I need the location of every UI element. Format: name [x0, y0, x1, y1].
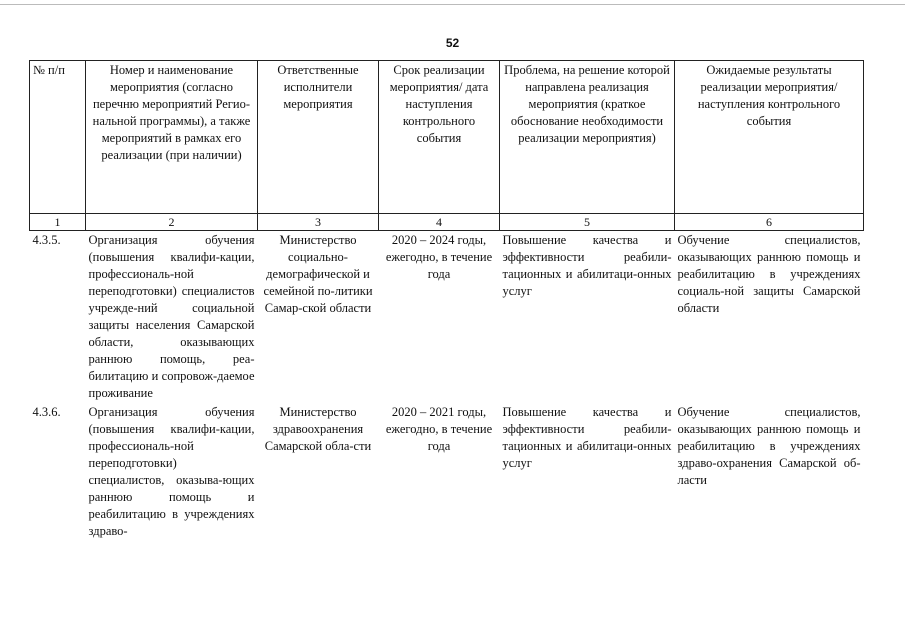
measure-name: Организация обучения (повышения квалифи-кации, профессиональ-ной переподготовки) специалистов учрежде-ний социальной защиты населения Самарской области, оказывающих раннюю помощь, реа-билитацию и сопровож-даемое проживание — [88, 233, 255, 400]
executor: Министерство здравоохранения Самарской обла-сти — [264, 405, 372, 453]
column-number: 5 — [500, 214, 675, 231]
measures-table — [29, 60, 864, 541]
page-top-border — [0, 4, 905, 5]
table-row — [30, 231, 864, 404]
column-number-row — [30, 214, 864, 231]
table-row — [30, 403, 864, 541]
header-period: Срок реализации мероприятия/ дата наступления контрольного события — [379, 61, 500, 214]
expected-result: Обучение специалистов, оказывающих раннюю помощь и реабилитацию в учреждениях здраво-охранения Самарской об-ласти — [677, 405, 861, 487]
row-number: 4.3.6. — [32, 405, 61, 419]
column-number: 1 — [30, 214, 86, 231]
page-number: 52 — [445, 36, 460, 50]
header-expected-results: Ожидаемые результаты реализации мероприятия/ наступления контрольного события — [675, 61, 864, 214]
column-number: 2 — [86, 214, 258, 231]
table-header-row — [30, 61, 864, 214]
measure-name: Организация обучения (повышения квалифи-кации, профессиональ-ной переподготовки) специалистов, оказыва-ющих раннюю помощь и реабилитацию в учреждениях здраво- — [88, 405, 255, 538]
expected-result: Обучение специалистов, оказывающих раннюю помощь и реабилитацию в учреждениях социаль-ной защиты Самарской области — [677, 233, 861, 315]
header-problem: Проблема, на решение которой направлена реализация мероприятия (краткое обоснование необходимости реализации мероприятия) — [500, 61, 675, 214]
column-number: 3 — [258, 214, 379, 231]
problem: Повышение качества и эффективности реабили-тационных и абилитаци-онных услуг — [502, 405, 672, 470]
period: 2020 – 2024 годы, ежегодно, в течение года — [385, 233, 493, 281]
executor: Министерство социально-демографической и семейной по-литики Самар-ской области — [263, 233, 373, 315]
problem: Повышение качества и эффективности реабили-тационных и абилитаци-онных услуг — [502, 233, 672, 298]
header-number: № п/п — [30, 61, 86, 214]
row-number: 4.3.5. — [32, 233, 61, 247]
period: 2020 – 2021 годы, ежегодно, в течение года — [385, 405, 493, 453]
column-number: 6 — [675, 214, 864, 231]
column-number: 4 — [379, 214, 500, 231]
header-executors: Ответственные исполнители мероприятия — [258, 61, 379, 214]
header-measure-name: Номер и наименование мероприятия (согласно перечню мероприятий Регио-нальной программы), а также мероприятий в рамках его реализации (при наличии) — [86, 61, 258, 214]
